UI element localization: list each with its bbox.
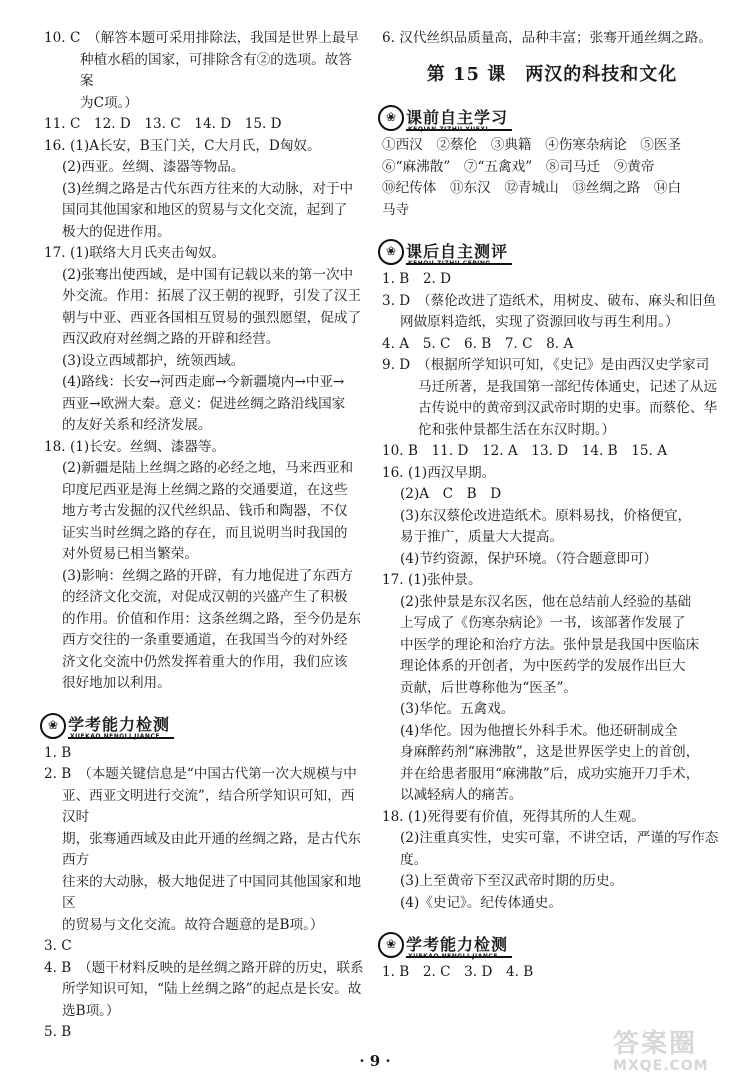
answer-line: 往来的大动脉，极大地促进了中国同其他国家和地区 xyxy=(62,873,362,911)
answer-line: (2)注重真实性，史实可靠，不讲空话，严谨的写作态度。 xyxy=(400,830,719,868)
answer-line: (3)设立西域都护，统领西域。 xyxy=(62,352,245,369)
answer-line: 身麻醉药剂“麻沸散”，这是世界医学史上的首创， xyxy=(400,744,700,760)
answer-line: 很好地加以利用。 xyxy=(62,675,171,691)
watermark-url: MXQE.COM xyxy=(613,1058,709,1074)
answer-line: 16. (1)西汉早期。 xyxy=(382,464,496,481)
answer-line: 5. B xyxy=(44,1024,72,1040)
answer-line: 中医学的理论和治疗方法。张仲景是我国中医临床 xyxy=(400,636,700,653)
answer-line: (4)节约资源，保护环境。（符合题意即可） xyxy=(400,550,658,567)
answer-line: 3. C xyxy=(44,938,72,954)
answer-line: 西亚→欧洲大秦。意义：促进丝绸之路沿线国家 xyxy=(62,395,346,412)
answer-line: (3)上至黄帝下至汉武帝时期的历史。 xyxy=(400,873,624,889)
section-subtitle: KEHOU ZIZHU CEPING xyxy=(408,259,491,267)
answer-line: 上写成了《伤寒杂病论》一书，该部著作发展了 xyxy=(400,615,686,631)
answer-line: 国同其他国家和地区的贸易与文化交流，起到了 xyxy=(62,202,348,218)
answer-line: 朝与中亚、西亚各国相互贸易的强烈愿望，促成了 xyxy=(62,309,362,326)
answer-line: (4)华佗。因为他擅长外科手术。他还研制成全 xyxy=(400,722,678,739)
answer-line: 古传说中的黄帝到汉武帝时期的史事。而蔡伦、华 xyxy=(418,400,718,416)
answer-line: 1. B 2. C 3. D 4. B xyxy=(382,964,534,980)
answer-line: 亚、西亚文明进行交流”，结合所学知识可知，西汉时 xyxy=(62,787,355,825)
answer-line: 印度尼西亚是海上丝绸之路的交通要道，在这些 xyxy=(62,481,348,498)
answer-line: 网做原料造纸，实现了资源回收与再生利用。） xyxy=(400,314,679,330)
page-number: · 9 · xyxy=(359,1052,391,1070)
answer-line: 并在给患者服用“麻沸散”后，成功实施开刀手术， xyxy=(400,765,700,782)
answer-line: 2. B （本题关键信息是“中国古代第一次大规模与中 xyxy=(44,766,357,782)
answer-line: (2)张骞出使西域，是中国有记载以来的第一次中 xyxy=(62,266,354,283)
answer-line: 9. D （根据所学知识可知，《史记》是由西汉史学家司 xyxy=(382,357,710,373)
section-title: 课前自主学习 KEQIAN ZIZHU XUEXI xyxy=(406,107,512,132)
answer-line: (4)《史记》。纪传体通史。 xyxy=(400,894,562,911)
answer-line: 17. (1)张仲景。 xyxy=(382,572,482,588)
book-icon: ❀ xyxy=(378,932,404,958)
section-header xyxy=(378,95,722,131)
answer-line: 11. C 12. D 13. C 14. D 15. D xyxy=(44,116,282,132)
answer-line: ⑩纪传体 ⑪东汉 ⑫青城山 ⑬丝绸之路 ⑭白 xyxy=(382,180,682,196)
answer-line: (2)A C B D xyxy=(400,486,502,502)
answer-line: (3)东汉蔡伦改进造纸术。原料易找，价格便宜， xyxy=(400,507,692,524)
answer-line: 极大的促进作用。 xyxy=(62,223,171,240)
answer-line: 所学知识可知，“陆上丝绸之路”的起点是长安。故 xyxy=(62,981,362,997)
answer-line: 外交流。作用：拓展了汉王朝的视野，引发了汉王 xyxy=(62,288,362,304)
section-title: 学考能力检测 XUEKAO NENGLI JIANCE xyxy=(406,934,512,959)
answer-line: 西方交往的一条重要通道，在我国当今的对外经 xyxy=(62,632,348,648)
left-column xyxy=(44,28,364,1044)
answer-line: ①西汉 ②蔡伦 ③典籍 ④伤寒杂病论 ⑤医圣 xyxy=(382,137,682,153)
answer-line: 10. C （解答本题可采用排除法，我国是世界上最早 xyxy=(44,30,360,46)
answer-line: 西汉政府对丝绸之路的开辟和经营。 xyxy=(62,331,280,347)
answer-line: 3. D （蔡伦改进了造纸术，用树皮、破布、麻头和旧鱼 xyxy=(382,292,717,309)
answer-line: 17. (1)联络大月氏夹击匈奴。 xyxy=(44,245,226,261)
answer-line: 佗和张仲景都生活在东汉时期。） xyxy=(418,421,616,438)
answer-line: 马迁所著，是我国第一部纪传体通史，记述了从远 xyxy=(418,378,718,395)
answer-line: 18. (1)死得要有价值，死得其所的人生观。 xyxy=(382,808,645,825)
answer-line: 选B项。） xyxy=(62,1002,120,1019)
answer-line: 理论体系的开创者，为中医药学的发展作出巨大 xyxy=(400,658,686,674)
answer-line: 易于推广，质量大大提高。 xyxy=(400,529,564,545)
answer-line: (2)新疆是陆上丝绸之路的必经之地，马来西亚和 xyxy=(62,460,354,476)
answer-line: 对外贸易已相当繁荣。 xyxy=(62,546,198,562)
answer-line: 10. B 11. D 12. A 13. D 14. B 15. A xyxy=(382,443,668,459)
section-subtitle: XUEKAO NENGLI JIANCE xyxy=(70,733,160,740)
lesson-title: 第 15 课 两汉的科技和文化 xyxy=(426,63,678,85)
answer-line: 为C项。） xyxy=(80,94,138,111)
watermark-logo xyxy=(613,1030,738,1078)
answer-line: 马寺 xyxy=(382,201,410,218)
answer-line: 4. B （题干材料反映的是丝绸之路开辟的历史，联系 xyxy=(44,959,364,976)
answer-line: 的作用。价值和作用：这条丝绸之路，至今仍是东 xyxy=(62,610,362,627)
answer-line: 证实当时丝绸之路的存在，而且说明当时我国的 xyxy=(62,524,348,541)
right-column xyxy=(382,28,722,984)
answer-line: (2)西亚。丝绸、漆器等物品。 xyxy=(62,159,245,175)
answer-line: 贡献，后世尊称他为“医圣”。 xyxy=(400,679,578,696)
section-subtitle: XUEKAO NENGLI JIANCE xyxy=(408,952,498,960)
section-header xyxy=(378,229,722,265)
answer-line: 期，张骞通西域及由此开通的丝绸之路，是古代东西方 xyxy=(62,830,362,868)
answer-line: (3)影响：丝绸之路的开辟，有力地促进了东西方 xyxy=(62,567,354,584)
answer-line: 6. 汉代丝织品质量高，品种丰富；张骞开通丝绸之路。 xyxy=(382,30,712,46)
answer-line: 地方考古发掘的汉代丝织品、钱币和陶器，不仅 xyxy=(62,503,348,519)
answer-line: 的贸易与文化交流。故符合题意的是B项。） xyxy=(62,916,324,933)
book-icon: ❀ xyxy=(40,713,66,739)
watermark-title: 答案圈 xyxy=(613,1029,698,1059)
answer-line: 4. A 5. C 6. B 7. C 8. A xyxy=(382,335,574,352)
book-icon: ❀ xyxy=(378,239,404,265)
answer-line: 的友好关系和经济发展。 xyxy=(62,417,212,433)
answer-line: 济文化交流中仍然发挥着重大的作用，我们应该 xyxy=(62,653,348,670)
answer-line: (3)华佗。五禽戏。 xyxy=(400,701,515,717)
answer-line: 16. (1)A长安，B玉门关，C大月氏，D匈奴。 xyxy=(44,137,321,154)
answer-line: 1. B xyxy=(44,744,72,761)
book-icon: ❀ xyxy=(378,105,404,131)
answer-line: 1. B 2. D xyxy=(382,271,452,287)
answer-line: ⑥“麻沸散” ⑦“五禽戏” ⑧司马迁 ⑨黄帝 xyxy=(382,158,655,175)
answer-line: 种植水稻的国家，可排除含有②的选项。故答案 xyxy=(80,51,352,89)
answer-line: 的经济文化交流，对促成汉朝的兴盛产生了积极 xyxy=(62,589,348,605)
answer-line: 以减轻病人的痛苦。 xyxy=(400,787,523,803)
section-header xyxy=(40,703,364,739)
answer-line: 18. (1)长安。丝绸、漆器等。 xyxy=(44,438,226,455)
section-header xyxy=(378,922,722,958)
answer-line: (3)丝绸之路是古代东西方往来的大动脉，对于中 xyxy=(62,180,354,197)
section-subtitle: KEQIAN ZIZHU XUEXI xyxy=(408,125,489,133)
section-title: 课后自主测评 KEHOU ZIZHU CEPING xyxy=(406,241,512,266)
section-title: 学考能力检测 XUEKAO NENGLI JIANCE xyxy=(68,714,174,739)
answer-line: (2)张仲景是东汉名医，他在总结前人经验的基础 xyxy=(400,593,692,610)
answer-line: (4)路线：长安→河西走廊→今新疆境内→中亚→ xyxy=(62,374,345,390)
